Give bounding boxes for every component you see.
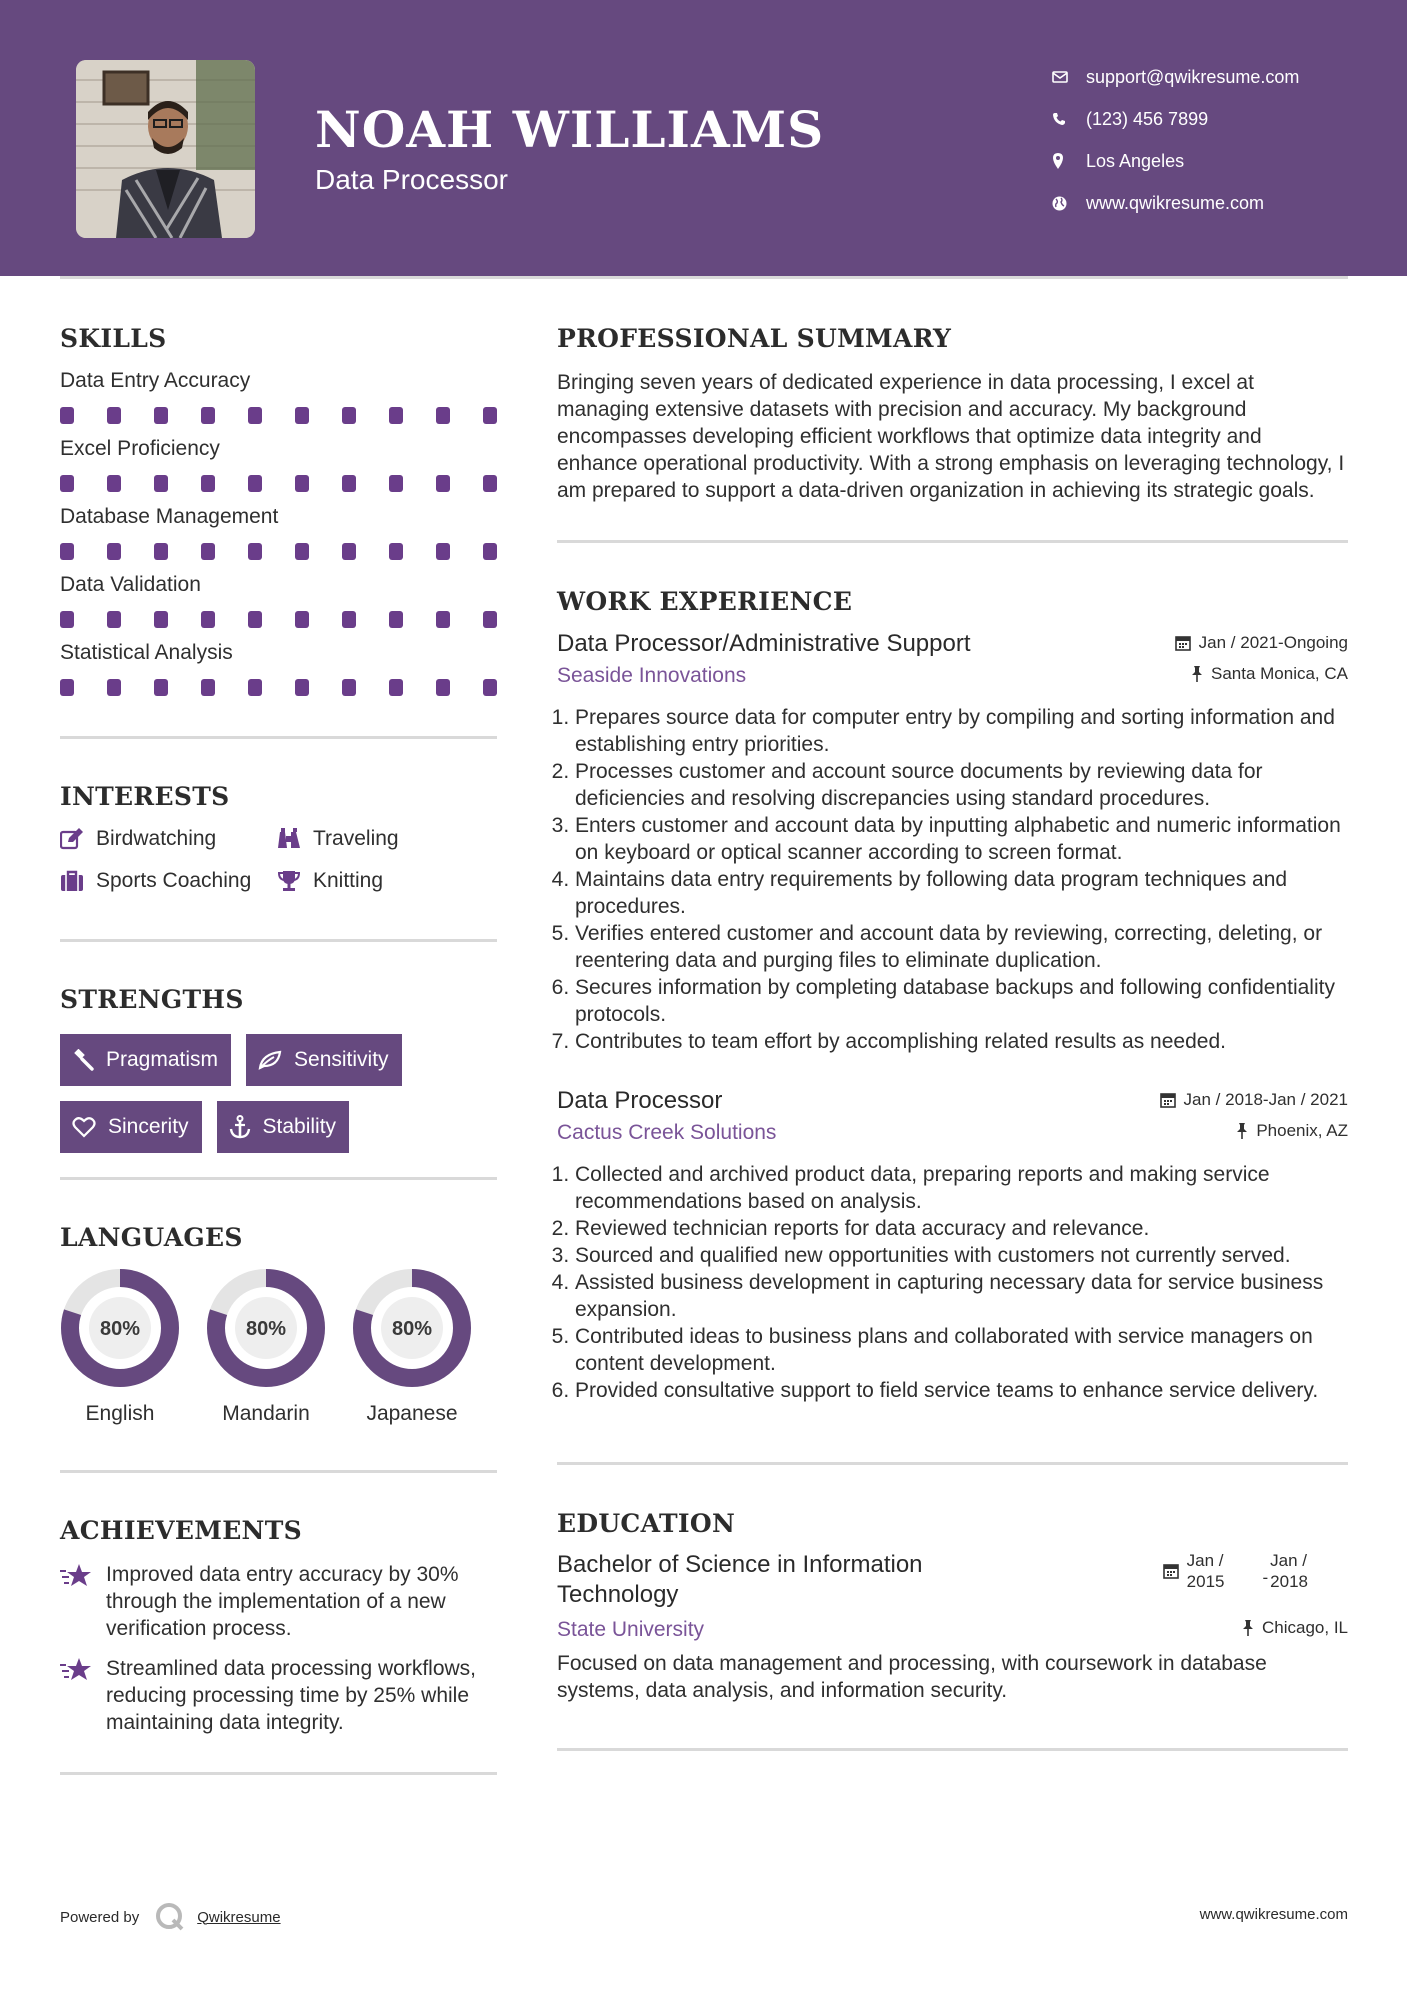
rating-dot <box>248 543 262 560</box>
achievement-item <box>60 1561 497 1642</box>
qwikresume-logo-icon <box>155 1902 185 1932</box>
rating-dot <box>154 475 168 492</box>
binoculars-icon <box>277 828 301 850</box>
strength-chip <box>246 1034 402 1086</box>
rating-dot <box>342 543 356 560</box>
degree-line: Bachelor of Science in Information <box>557 1551 923 1578</box>
contact-website-text: www.qwikresume.com <box>1086 192 1265 213</box>
rating-dot <box>60 407 74 424</box>
education-text: Focused on data management and processing, with coursework in database systems, data analysis, and information security. <box>557 1652 1267 1702</box>
rating-dot <box>107 543 121 560</box>
skill-item <box>60 505 497 560</box>
strength-label: Pragmatism <box>106 1048 219 1071</box>
rating-dot <box>436 475 450 492</box>
skill-rating <box>60 407 497 424</box>
rating-dot <box>248 679 262 696</box>
company-name: Cactus Creek Solutions <box>557 1121 777 1144</box>
rating-dot <box>107 475 121 492</box>
star-icon <box>60 1657 92 1683</box>
rating-dot <box>154 679 168 696</box>
rating-dot <box>483 407 497 424</box>
education-section <box>557 1465 1348 1751</box>
job-location-text: Santa Monica, CA <box>1210 664 1348 683</box>
rating-dot <box>201 475 215 492</box>
rating-dot <box>436 611 450 628</box>
interests-title: INTERESTS <box>60 782 230 811</box>
rating-dot <box>154 407 168 424</box>
strengths-title: STRENGTHS <box>60 985 244 1014</box>
strength-label: Sensitivity <box>294 1048 389 1071</box>
skill-rating <box>60 611 497 628</box>
job-location-text: Phoenix, AZ <box>1256 1121 1348 1140</box>
language-name: English <box>85 1402 155 1425</box>
interests-section <box>60 739 497 942</box>
strengths-section <box>60 942 497 1180</box>
rating-dot <box>483 679 497 696</box>
rating-dot <box>342 679 356 696</box>
strengths-list <box>60 1034 497 1153</box>
rating-dot <box>295 407 309 424</box>
duty-item: 2. Reviewed technician reports for data accuracy and relevance. <box>575 1215 1348 1242</box>
candidate-role: Data Processor <box>315 164 508 195</box>
skill-item <box>60 641 497 696</box>
language-ring <box>352 1268 472 1388</box>
skill-item <box>60 573 497 628</box>
rating-dot <box>342 475 356 492</box>
interest-label: Knitting <box>313 869 384 892</box>
strength-chip <box>217 1101 350 1153</box>
strength-label: Stability <box>262 1115 337 1138</box>
interest-item <box>60 869 277 893</box>
duty-item: 1. Collected and archived product data, preparing reports and making service recommendations based on analysis. <box>575 1161 1348 1215</box>
skill-name: Database Management <box>60 505 279 528</box>
pushpin-icon <box>1242 1620 1254 1636</box>
interest-item <box>60 827 277 851</box>
envelope-icon <box>1050 71 1086 83</box>
footer-url[interactable]: www.qwikresume.com <box>1199 1906 1348 1923</box>
leaf-icon <box>258 1050 282 1070</box>
edu-end-month: Jan / <box>1270 1551 1308 1570</box>
powered-by-text: Powered by <box>60 1908 140 1926</box>
rating-dot <box>248 475 262 492</box>
rating-dot <box>436 679 450 696</box>
rating-dot <box>389 611 403 628</box>
rating-dot <box>201 679 215 696</box>
job-dates-text: Jan / 2018-Jan / 2021 <box>1183 1090 1348 1109</box>
duty-item: 6. Provided consultative support to field service teams to enhance service delivery. <box>575 1377 1348 1404</box>
interest-item <box>277 827 497 851</box>
duty-item: 7. Contributes to team effort by accomplishing related results as needed. <box>575 1028 1348 1055</box>
achievement-text: Streamlined data processing workflows, reducing processing time by 25% while maintaining data integrity. <box>106 1657 477 1734</box>
duty-item: 4. Maintains data entry requirements by following data program techniques and procedures. <box>575 866 1348 920</box>
duty-item: 5. Verifies entered customer and account data by reviewing, correcting, deleting, or reentering data and purging files to eliminate duplication. <box>575 920 1348 974</box>
rating-dot <box>154 543 168 560</box>
achievements-title: ACHIEVEMENTS <box>60 1516 302 1545</box>
edu-end-year: 2018 <box>1270 1572 1308 1591</box>
duties-list <box>557 704 1348 1055</box>
rating-dot <box>201 543 215 560</box>
rating-dot <box>436 543 450 560</box>
summary-text: Bringing seven years of dedicated experience in data processing, I excel at managing extensive datasets with precision and accuracy. My background encompasses developing efficient workflows that optimize data integrity and enhance operational productivity. With a strong emphasis on leveraging technology, I am prepared to support a data-driven organization in achieving its strategic goals. <box>557 371 1345 502</box>
skill-name: Statistical Analysis <box>60 641 233 664</box>
gavel-icon <box>72 1049 94 1071</box>
skills-section <box>60 276 497 739</box>
job-entry <box>557 630 1348 1055</box>
calendar-icon <box>1163 1563 1179 1579</box>
rating-dot <box>483 611 497 628</box>
skills-title: SKILLS <box>60 324 167 353</box>
school-location <box>1242 1618 1348 1638</box>
duty-item: 6. Secures information by completing database backups and following confidentiality protocols. <box>575 974 1348 1028</box>
language-ring <box>60 1268 180 1388</box>
duty-item: 2. Processes customer and account source documents by reviewing data for deficiencies and resolving discrepancies using standard procedures. <box>575 758 1348 812</box>
interest-label: Birdwatching <box>96 827 217 850</box>
language-percent: 80% <box>245 1318 287 1340</box>
profile-photo <box>76 60 255 238</box>
skill-item <box>60 369 497 424</box>
rating-dot <box>295 611 309 628</box>
education-title: EDUCATION <box>557 1509 736 1538</box>
skills-list <box>60 369 497 696</box>
language-percent: 80% <box>391 1318 433 1340</box>
rating-dot <box>60 611 74 628</box>
languages-list <box>60 1268 497 1426</box>
rating-dot <box>483 475 497 492</box>
star-icon <box>60 1563 92 1589</box>
rating-dot <box>201 407 215 424</box>
rating-dot <box>389 543 403 560</box>
rating-dot <box>154 611 168 628</box>
job-dates-text: Jan / 2021-Ongoing <box>1198 633 1348 652</box>
contact-phone[interactable] <box>1050 98 1380 140</box>
rating-dot <box>389 679 403 696</box>
job-location <box>1236 1121 1348 1141</box>
rating-dot <box>248 611 262 628</box>
map-pin-icon <box>1050 153 1086 169</box>
interests-list <box>60 827 497 893</box>
contact-website[interactable] <box>1050 182 1380 224</box>
rating-dot <box>107 611 121 628</box>
resume-header <box>0 0 1407 276</box>
heart-icon <box>72 1116 96 1138</box>
edu-start-month: Jan / <box>1186 1551 1224 1570</box>
rating-dot <box>60 475 74 492</box>
candidate-name: NOAH WILLIAMS <box>315 100 825 159</box>
duty-item: 3. Sourced and qualified new opportunities with customers not currently served. <box>575 1242 1348 1269</box>
experience-title: WORK EXPERIENCE <box>557 587 853 616</box>
edit-icon <box>60 828 84 850</box>
rating-dot <box>483 543 497 560</box>
skill-name: Excel Proficiency <box>60 437 220 460</box>
skill-rating <box>60 679 497 696</box>
phone-icon <box>1050 112 1086 126</box>
rating-dot <box>295 679 309 696</box>
achievements-section <box>60 1473 497 1775</box>
rating-dot <box>107 407 121 424</box>
contact-phone-text: (123) 456 7899 <box>1086 108 1209 129</box>
rating-dot <box>342 407 356 424</box>
interest-label: Traveling <box>313 827 399 850</box>
strength-chip <box>60 1101 202 1153</box>
rating-dot <box>342 611 356 628</box>
language-item <box>352 1268 472 1426</box>
duties-list <box>557 1161 1348 1404</box>
degree-line: Technology <box>557 1581 679 1608</box>
school-name: State University <box>557 1618 705 1641</box>
skill-item <box>60 437 497 492</box>
rating-dot <box>107 679 121 696</box>
interest-item <box>277 869 497 893</box>
rating-dot <box>60 543 74 560</box>
calendar-icon <box>1175 635 1191 651</box>
language-name: Japanese <box>366 1402 458 1425</box>
contact-email[interactable] <box>1050 56 1380 98</box>
skill-rating <box>60 475 497 492</box>
job-location <box>1191 664 1348 684</box>
rating-dot <box>295 543 309 560</box>
rating-dot <box>295 475 309 492</box>
language-percent: 80% <box>99 1318 141 1340</box>
brand-link[interactable]: Qwikresume <box>197 1908 281 1926</box>
language-item <box>60 1268 180 1426</box>
rating-dot <box>389 407 403 424</box>
contact-location-text: Los Angeles <box>1086 150 1185 171</box>
left-column <box>60 276 497 1775</box>
duty-item: 4. Assisted business development in capturing necessary data for service business expansion. <box>575 1269 1348 1323</box>
education-dates <box>1163 1550 1348 1592</box>
contact-location <box>1050 140 1380 182</box>
rating-dot <box>389 475 403 492</box>
duty-item: 1. Prepares source data for computer entry by compiling and sorting information and establishing entry priorities. <box>575 704 1348 758</box>
strength-label: Sincerity <box>108 1115 189 1138</box>
globe-icon <box>1050 196 1086 211</box>
contact-email-text: support@qwikresume.com <box>1086 66 1300 87</box>
rating-dot <box>201 611 215 628</box>
pushpin-icon <box>1191 666 1203 682</box>
calendar-icon <box>1160 1092 1176 1108</box>
edu-date-separator: - <box>1262 1568 1269 1587</box>
strength-chip <box>60 1034 231 1086</box>
right-column <box>557 276 1348 1751</box>
section-divider <box>557 1748 1348 1751</box>
achievement-text: Improved data entry accuracy by 30% through the implementation of a new verification process. <box>106 1563 459 1640</box>
language-ring <box>206 1268 326 1388</box>
language-item <box>206 1268 326 1426</box>
contact-list <box>1050 56 1380 224</box>
achievement-item <box>60 1655 497 1736</box>
company-name: Seaside Innovations <box>557 664 747 687</box>
edu-start-year: 2015 <box>1186 1572 1225 1591</box>
language-name: Mandarin <box>222 1402 310 1425</box>
languages-section <box>60 1180 497 1473</box>
rating-dot <box>248 407 262 424</box>
interest-label: Sports Coaching <box>96 869 252 892</box>
rating-dot <box>60 679 74 696</box>
school-location-text: Chicago, IL <box>1262 1618 1348 1637</box>
anchor-icon <box>229 1115 251 1139</box>
experience-section <box>557 543 1348 1465</box>
pushpin-icon <box>1236 1123 1248 1139</box>
trophy-icon <box>277 870 301 892</box>
job-dates <box>1160 1090 1348 1110</box>
job-title: Data Processor <box>557 1087 723 1114</box>
duty-item: 5. Contributed ideas to business plans and collaborated with service managers on content development. <box>575 1323 1348 1377</box>
footer-powered <box>60 1902 281 1932</box>
skill-rating <box>60 543 497 560</box>
job-title: Data Processor/Administrative Support <box>557 630 971 657</box>
job-dates <box>1175 633 1348 653</box>
summary-title: PROFESSIONAL SUMMARY <box>557 324 952 353</box>
summary-section <box>557 276 1348 543</box>
duty-item: 3. Enters customer and account data by inputting alphabetic and numeric information on keyboard or optical scanner according to screen format. <box>575 812 1348 866</box>
skill-name: Data Entry Accuracy <box>60 369 251 392</box>
skill-name: Data Validation <box>60 573 201 596</box>
rating-dot <box>436 407 450 424</box>
briefcase-icon <box>60 870 84 892</box>
section-divider <box>60 1772 497 1775</box>
job-entry <box>557 1087 1348 1404</box>
languages-title: LANGUAGES <box>60 1223 243 1252</box>
